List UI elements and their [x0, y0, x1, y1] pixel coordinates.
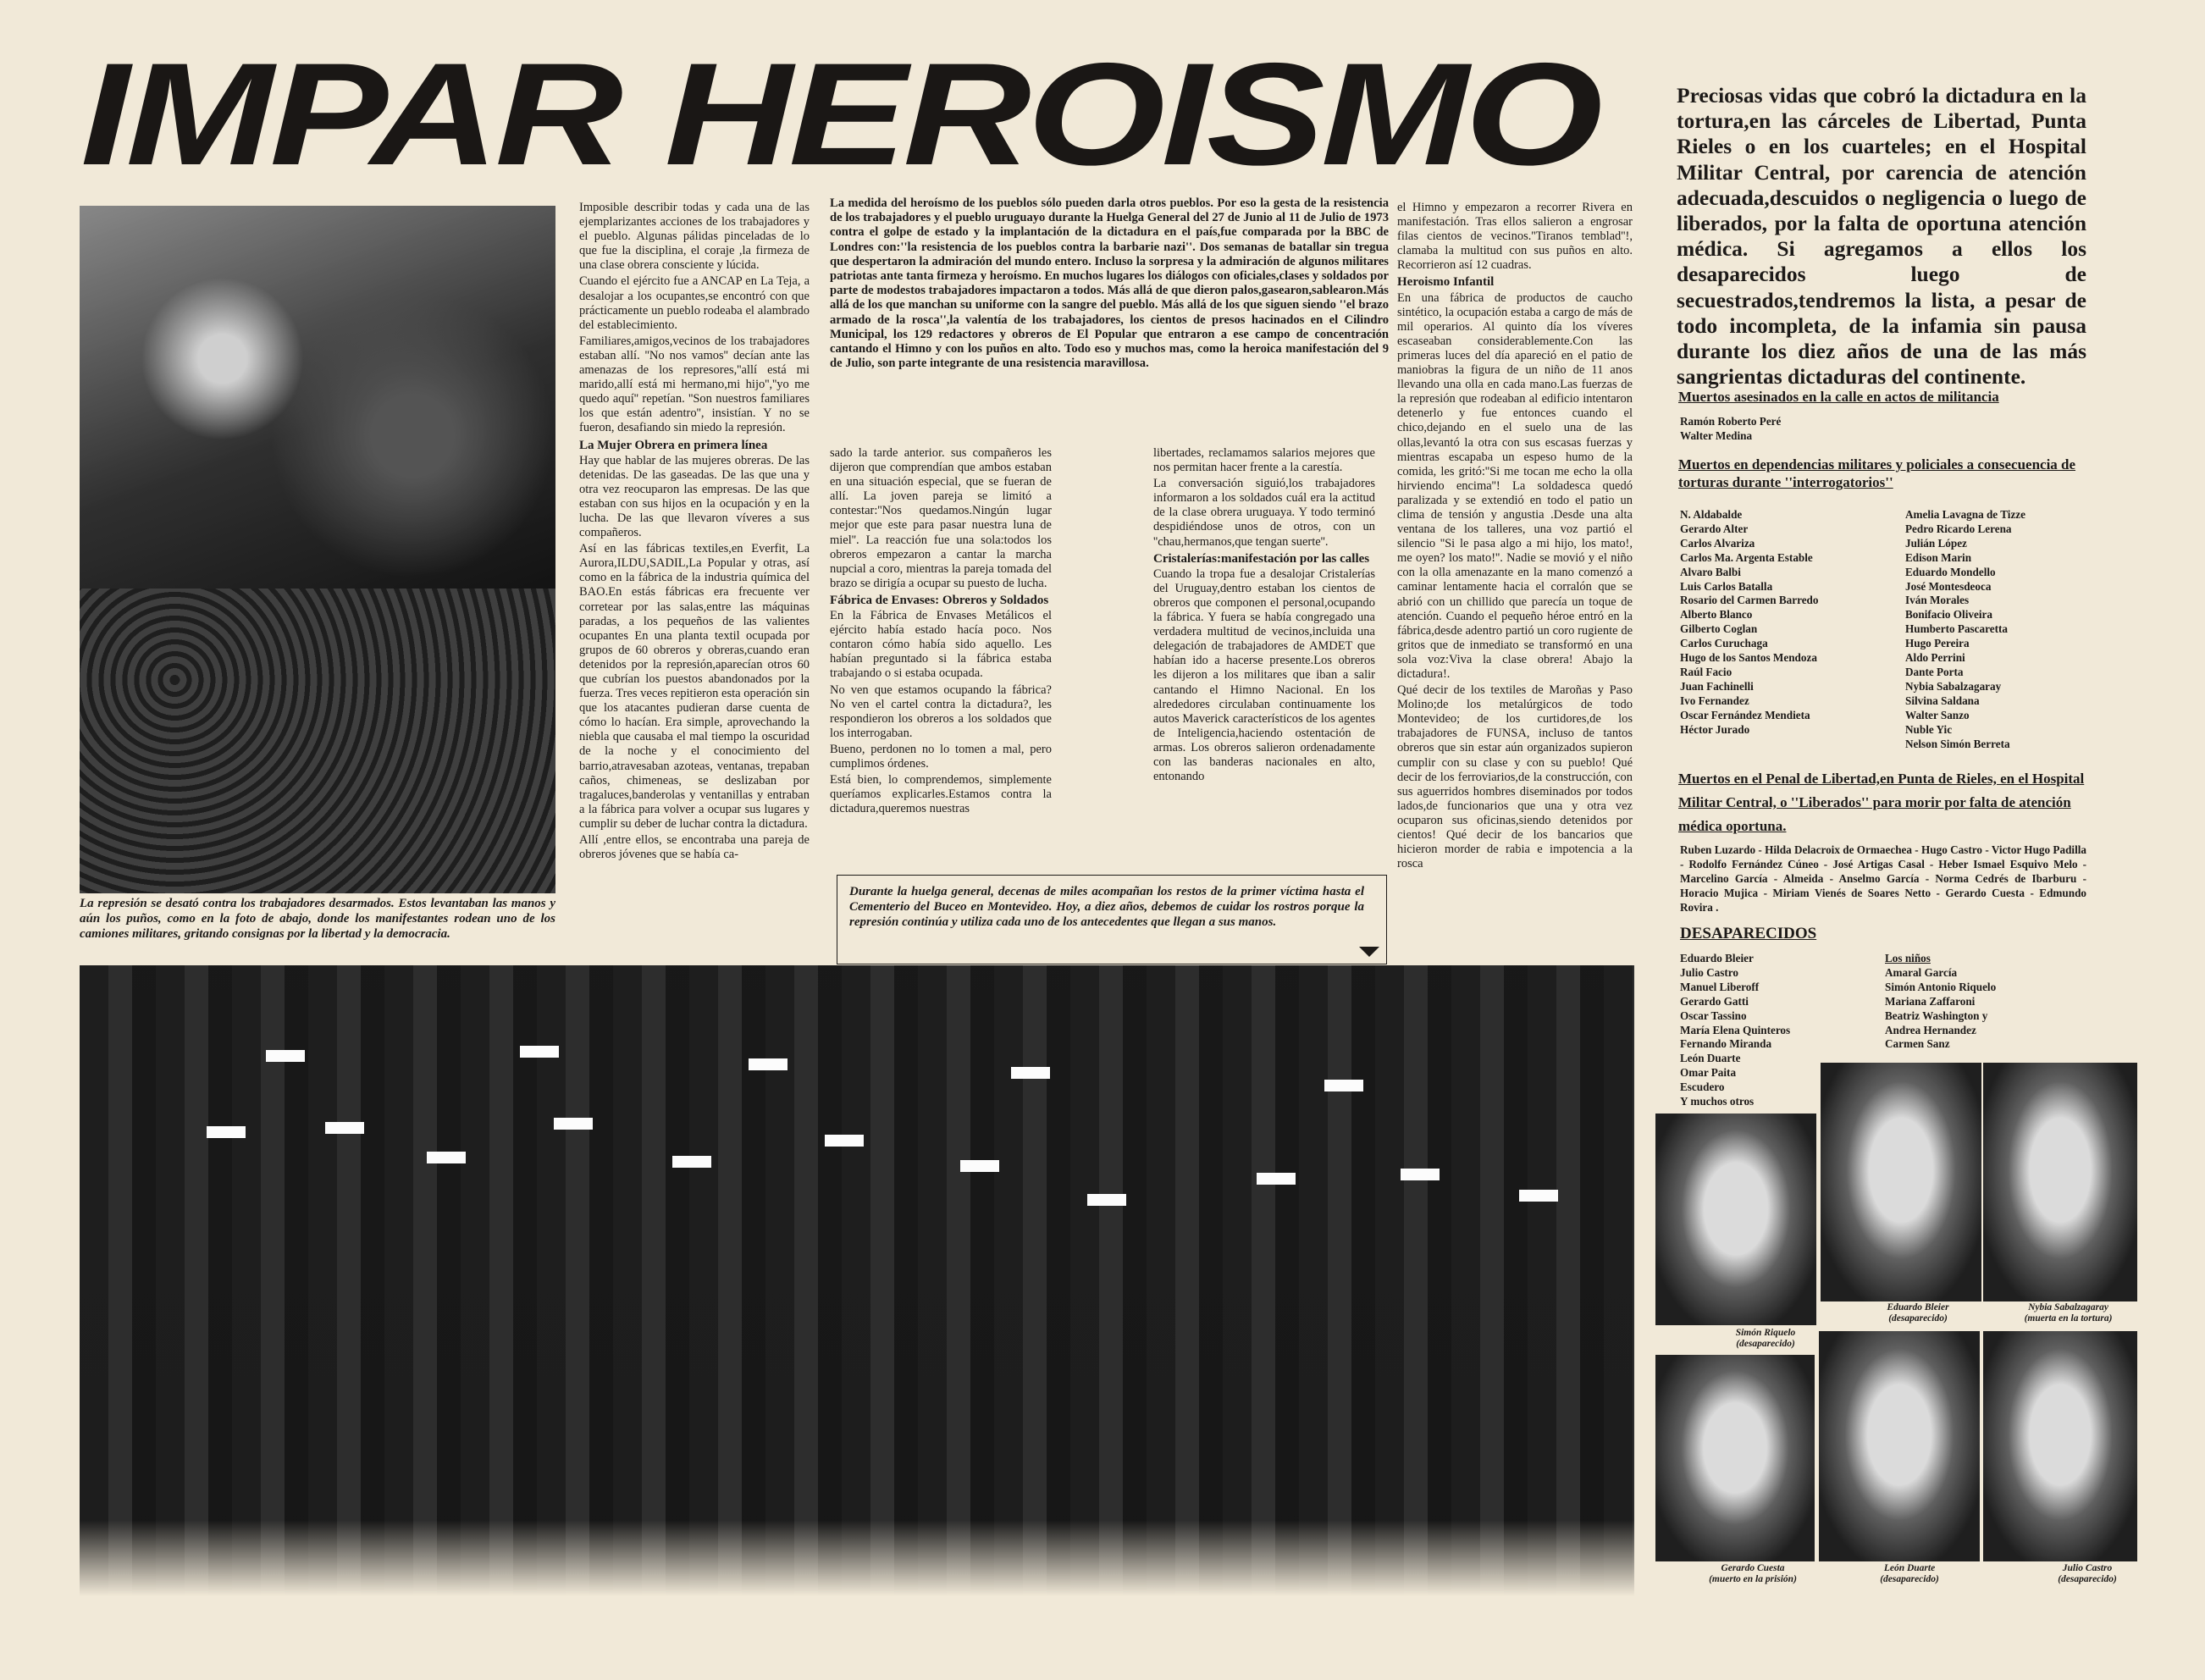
name-item: Edison Marin — [1905, 550, 1972, 564]
name-item: Julián López — [1905, 536, 1967, 550]
paragraph: Allí ,entre ellos, se encontraba una pareja de obreros jóvenes que se había ca- — [579, 833, 810, 862]
headline: IMPAR HEROISMO — [80, 33, 1600, 196]
portrait-nybia-sabalzagaray — [1983, 1063, 2137, 1301]
paragraph: el Himno y empezaron a recorrer Rivera en manifestación. Tras ellos salieron a engrosar filas cientos de vecinos.''Tiranos temblad''!, clamaba la multitud con sus puños en alto. Recorrieron así 12 cuadras. — [1397, 201, 1633, 273]
name-item: Alvaro Balbi — [1680, 565, 1741, 578]
face-cover-bar — [1519, 1190, 1558, 1202]
memorial-intro: Preciosas vidas que cobró la dictadura en la tortura,en las cárceles de Libertad, Punta Rieles o en los cuarteles; en el Hospital Militar Central, por carencia de atención adecuada,descuidos o negligencia o luego de liberados, por la falta de oportuna atención médica. Si agregamos a ellos los desaparecidos luego de secuestrados,tendremos la lista, a pesar de todo incompleta, de la infamia sin pausa durante los diez años de una de las más sangrientas dictaduras del continente. — [1677, 83, 2086, 390]
paragraph: Cuando la tropa fue a desalojar Cristalerías del Uruguay,dentro estaban los cientos de obreros que componen el personal,ocupando la fábrica. Y fuera se había congregado una verdadera multitud de vecinos,incluida una delegación de trabajadores de AMDET que habían ido a hacerse presente.Los obreros les dijeron a los militares que iban a salir cantando el Himno Nacional. En los alrededores circulaban continuamente los autos Maverick característicos de los agentes de Inteligencia,haciendo ostentación de armas. Los obreros salieron ordenadamente con las banderas nacionales en alto, entonando — [1153, 566, 1375, 784]
name-item: Escudero — [1680, 1080, 1725, 1094]
name-item: Dante Porta — [1905, 665, 1964, 678]
name-item: Nuble Yic — [1905, 722, 1953, 736]
portrait-note: (desaparecido) — [1880, 1574, 1939, 1584]
name-item: José Montesdeoca — [1905, 579, 1992, 593]
name-item: Iván Morales — [1905, 594, 1970, 607]
name-item: Andrea Hernandez — [1885, 1023, 1976, 1036]
name-item: Pedro Ricardo Lerena — [1905, 522, 2012, 535]
name-item: León Duarte — [1680, 1052, 1741, 1065]
face-cover-bar — [520, 1046, 559, 1058]
name-item: Mariana Zaffaroni — [1885, 994, 1976, 1008]
name-item: Ramón Roberto Peré — [1680, 415, 1782, 428]
portrait-julio-castro — [1983, 1331, 2137, 1561]
paragraph: Imposible describir todas y cada una de las ejemplarizantes acciones de los trabajadores y el pueblo. Algunas pálidas pinceladas de lo que fue la disciplina, el coraje ,la firmeza de una clase obrera consciente y lúcida. — [579, 201, 810, 273]
paragraph: Bueno, perdonen no lo tomen a mal, pero cumplimos órdenes. — [830, 742, 1052, 771]
article-column-2 — [830, 446, 1052, 870]
face-cover-bar — [825, 1135, 864, 1147]
face-cover-bar — [1401, 1169, 1440, 1180]
section-heading-street: Muertos asesinados en la calle en actos de militancia — [1678, 389, 1999, 405]
name-item: María Elena Quinteros — [1680, 1023, 1791, 1036]
name-item: Silvina Saldana — [1905, 694, 1980, 707]
portrait-note: (desaparecido) — [1888, 1313, 1948, 1324]
name-item: Alberto Blanco — [1680, 608, 1753, 622]
photo-soldiers-workers — [80, 206, 555, 589]
portrait-caption — [1685, 1563, 1821, 1585]
name-item: Héctor Jurado — [1680, 722, 1750, 736]
name-item: Gerardo Gatti — [1680, 994, 1749, 1008]
paragraph: En la Fábrica de Envases Metálicos el ejército había estado hacía poco. Nos contaron cómo había sido aquello. Les habían preguntado si la fábrica estaba trabajando o si estaba ocupada. — [830, 609, 1052, 681]
face-cover-bar — [207, 1126, 246, 1138]
article-column-1 — [579, 201, 810, 959]
name-item: Nybia Sabalzagaray — [1905, 679, 2002, 693]
name-item: Nelson Simón Berreta — [1905, 737, 2010, 750]
name-item: Oscar Fernández Mendieta — [1680, 708, 1810, 721]
portrait-gerardo-cuesta — [1655, 1355, 1815, 1561]
face-cover-bar — [427, 1152, 466, 1163]
arrow-down-icon — [1359, 947, 1379, 957]
portrait-name: Gerardo Cuesta — [1721, 1563, 1785, 1573]
paragraph: Qué decir de los textiles de Maroñas y Paso Molino;de los metalúrgicos de todo Montevideo; de los curtidores,de los trabajadores de FUNSA, incluso de tantos obreros que sin estar aún organizados supieron cumplir con su clase y con su pueblo! Qué decir de los ferroviarios,de la construcción, con sus aguerridos hombres diseminados por todos lados,de funcionarios que una y otra vez ocuparon sus oficinas,siendo detenidos por cientos! Qué decir de los bancarios que hicieron morder de rabia e impotencia a la rosca — [1397, 683, 1633, 871]
portrait-name: Julio Castro — [2062, 1563, 2113, 1573]
torture-names-right — [1905, 508, 2100, 751]
paragraph: Familiares,amigos,vecinos de los trabajadores estaban allí. ''No nos vamos'' decían ante las amenazas de los represores,''allí está mi marido,allí está mi hermano,mi hijo'',''yo me quedo aquí'' repetían. ''Son nuestros familiares los que están adentro'', insistían. Y no se fueron, desafiando sin miedo la represión. — [579, 334, 810, 435]
portrait-note: (muerto en la prisión) — [1709, 1574, 1797, 1584]
paragraph: Está bien, lo comprendemos, simplemente queríamos explicarles.Estamos contra la dictadura,queremos nuestras — [830, 773, 1052, 816]
portrait-name: Eduardo Bleier — [1887, 1302, 1949, 1312]
name-item: Luis Carlos Batalla — [1680, 579, 1773, 593]
name-item: N. Aldabalde — [1680, 508, 1743, 521]
portrait-name: Simón Riquelo — [1735, 1328, 1796, 1338]
portrait-caption — [1854, 1302, 1981, 1324]
name-item: Rosario del Carmen Barredo — [1680, 594, 1819, 607]
portrait-simon-riquelo — [1655, 1114, 1816, 1325]
photo-crowd-truck — [80, 589, 555, 893]
paragraph: Cuando el ejército fue a ANCAP en La Teja, a desalojar a los ocupantes,se encontró con que prácticamente un pueblo rodeaba el alambrado del establecimiento. — [579, 274, 810, 332]
name-item: Bonifacio Oliveira — [1905, 608, 1992, 622]
name-item: Beatriz Washington y — [1885, 1009, 1988, 1022]
paragraph: sado la tarde anterior. sus compañeros les dijeron que comprendían que ambos estaban en una situación especial, que se fueran de allí. La joven pareja se limitó a contestar:''Nos quedamos.Ningún lugar mejor que este para pasar nuestra luna de miel''. La reacción fue una sola:todos los obreros empezaron a cantar la marcha nupcial a coro, mientras la pareja tomada del brazo se dirigía a ocupar su puesto de lucha. — [830, 446, 1052, 590]
paragraph: libertades, reclamamos salarios mejores que nos permitan hacer frente a la carestía. — [1153, 446, 1375, 475]
paragraph: Así en las fábricas textiles,en Everfit, La Aurora,ILDU,SADIL,La Popular y otras, así como en la fábrica de la industria química del BAO.En estás fábricas era frecuente ver corretear por las salas,entre las máquinas paradas, a los pequeños de las valientes ocupantes En una planta textil ocupada por grupos de 60 obreros y obreras,cuando eran detenidos por la represión,aparecían otros 60 que cubrían los puestos abandonados por la fuerza. Tres veces repitieron esta operación sin que los atacantes pudieran darse cuenta de cómo lo hacían. Era simple, aprovechando la niebla que causaba el mal tiempo la oscuridad de la noche y el conocimiento del barrio,atravesaban azoteas, ventanas, trepaban caños, chimeneas, se deslizaban por tragaluces,banderolas y ventanillas y entraban a la fábrica para volver a ocupar sus lugares y cumplir su deber de luchar contra la dictadura. — [579, 542, 810, 831]
face-cover-bar — [749, 1058, 788, 1070]
name-item: Aldo Perrini — [1905, 651, 1965, 665]
subheading: Cristalerías:manifestación por las calles — [1153, 551, 1370, 566]
portrait-name: León Duarte — [1883, 1563, 1936, 1573]
section-heading-torture: Muertos en dependencias militares y policiales a consecuencia de torturas durante ''interrogatorios'' — [1678, 456, 2076, 490]
name-item: Eduardo Bleier — [1680, 952, 1754, 964]
left-photo-caption: La represión se desató contra los trabajadores desarmados. Estos levantaban las manos y aún los puños, como en la foto de abajo, donde los manifestantes rodean uno de los camiones militares, gritando consignas por la libertad y la democracia. — [80, 897, 555, 941]
portrait-caption — [2032, 1563, 2142, 1585]
name-item: Gilberto Coglan — [1680, 622, 1758, 636]
name-item: Y muchos otros — [1680, 1095, 1755, 1108]
name-item: Humberto Pascaretta — [1905, 622, 2008, 636]
portrait-caption — [1994, 1302, 2142, 1324]
torture-names-left — [1680, 508, 1875, 738]
photo-march — [80, 965, 1634, 1596]
kids-heading: Los niños — [1885, 952, 1931, 964]
name-item: Carmen Sanz — [1885, 1037, 1950, 1051]
kids-list — [1885, 952, 2071, 1052]
name-item: Ivo Fernandez — [1680, 694, 1749, 707]
street-names — [1680, 415, 1934, 444]
article-column-3 — [1153, 446, 1375, 870]
name-item: Hugo Pereira — [1905, 637, 1970, 650]
paragraph: No ven que estamos ocupando la fábrica? No ven el cartel contra la dictadura?, les respondieron los obreros a los soldados que los interrogaban. — [830, 682, 1052, 740]
march-caption-box — [837, 875, 1387, 964]
name-item: Julio Castro — [1680, 965, 1738, 979]
face-cover-bar — [266, 1050, 305, 1062]
face-cover-bar — [554, 1118, 593, 1130]
portrait-caption — [1702, 1328, 1829, 1350]
subheading: La Mujer Obrera en primera línea — [579, 438, 768, 452]
name-item: Juan Fachinelli — [1680, 679, 1754, 693]
name-item: Walter Sanzo — [1905, 708, 1970, 721]
name-item: Oscar Tassino — [1680, 1009, 1747, 1022]
face-cover-bar — [1087, 1194, 1126, 1206]
face-cover-bar — [325, 1122, 364, 1134]
name-item: Eduardo Mondello — [1905, 565, 1996, 578]
lead-paragraph: La medida del heroísmo de los pueblos sólo pueden darla otros pueblos. Por eso la gesta de la resistencia de los trabajadores y el pueblo uruguayo durante la Huelga General del 27 de Junio al 11 de Julio de 1973 contra el golpe de estado y la implantación de la dictadura en el país,fue comparada por la BBC de Londres con:''la resistencia de los pueblos contra la barbarie nazi''. Dos semanas de batallar sin tregua que despertaron la admiración del mundo entero. Incluso la sorpresa y la admiración de algunos militares patriotas ante tanta firmeza y heroísmo. En muchos lugares los diálogos con oficiales,clases y soldados por parte de modestos trabajadores impactaron a todos. Más allá de que dieron palos,gasearon,sablearon.Más allá de los que manchan su uniforme con la sangre del pueblo. Más allá de los que siguen siendo ''el brazo armado de la rosca'',la valentía de los trabajadores, los cientos de presos hacinados en el Cilindro Municipal, los 129 redactores y obreros de El Popular que entraron a ese campo de concentración cantando el Himno y con los puños en alto. Todo eso y muchos mas, como la heroica manifestación del 9 de Julio, son parte integrante de una resistencia maravillosa. — [830, 196, 1389, 371]
portrait-note: (muerta en la tortura) — [2024, 1313, 2113, 1324]
name-item: Walter Medina — [1680, 428, 1753, 442]
face-cover-bar — [1257, 1173, 1296, 1185]
paragraph: En una fábrica de productos de caucho sintético, la ocupación estaba a cargo de más de mil operarios. Al quinto día los víveres escaseaban considerablemente.Con las primeras luces del día apareció en el patio de maniobras la figura de un niño de 11 anos llevando una olla en cada mano.Las fuerzas de la represión que rodeaban al edificio intentaron detenerlo y fue entonces cuando el chico,dejando en el suelo una de las ollas,levantó la otra con sus escasas fuerzas y mientras escapaba un espeso humo de la comida, les gritó:''Si me tocan me echo la olla hirviendo encima''! La soldadesca quedó paralizada y se extendió en todo el patio un clima de tensión y angustia .Desde una alta ventana de los talleres, una voz partió el silencio ''Si le pasa algo a mi hijo, los mato!, me oyen? los mato!''. Nadie se movió y el niño con la olla amenazante en la mano comenzó a caminar lentamente hacia el corralón que se abrió con un chillido que parecía un toque de atención. Cuando el pequeño héroe entró en la fábrica,desde adentro partió un coro rugiente de gritos que de inmediato se transformó en una sola voz:Viva la clase obrera! Abajo la dictadura!. — [1397, 290, 1633, 681]
name-item: Omar Paita — [1680, 1066, 1737, 1080]
name-item: Simón Antonio Riquelo — [1885, 980, 1997, 993]
subheading: Heroismo Infantil — [1397, 275, 1495, 290]
name-item: Hugo de los Santos Mendoza — [1680, 651, 1817, 665]
section-heading-prison: Muertos en el Penal de Libertad,en Punta de Rieles, en el Hospital Militar Central, o ''Liberados'' para morir por falta de atención médica oportuna. — [1678, 771, 2085, 834]
name-item: Gerardo Alter — [1680, 522, 1749, 535]
name-item: Carlos Curuchaga — [1680, 637, 1768, 650]
portrait-caption — [1846, 1563, 1973, 1585]
portrait-eduardo-bleier — [1821, 1063, 1981, 1301]
name-item: Raúl Facio — [1680, 665, 1732, 678]
portrait-note: (desaparecido) — [1736, 1339, 1795, 1349]
name-item: Amaral García — [1885, 965, 1958, 979]
march-caption: Durante la huelga general, decenas de miles acompañan los restos de la primer víctima hasta el Cementerio del Buceo en Montevideo. Hoy, a diez años, debemos de cuidar los rostros porque la represión continúa y utiliza cada uno de los antecedentes que llegan a sus manos. — [849, 885, 1364, 929]
face-cover-bar — [1011, 1067, 1050, 1079]
name-item: Amelia Lavagna de Tizze — [1905, 508, 2026, 521]
face-cover-bar — [1324, 1080, 1363, 1091]
prison-names: Ruben Luzardo - Hilda Delacroix de Ormaechea - Hugo Castro - Victor Hugo Padilla - Rodolfo Fernández Cúneo - José Artigas Casal - Heber Ismael Esquivo Melo - Marcelino García - Almeida - Anselmo García - Norma Cedrés de Ibarburu - Horacio Mujica - Miriam Vienés de Soares Netto - Gerardo Cuesta - Edmundo Rovira . — [1680, 843, 2086, 914]
name-item: Carlos Alvariza — [1680, 536, 1755, 550]
name-item: Carlos Ma. Argenta Estable — [1680, 550, 1813, 564]
name-item: Manuel Liberoff — [1680, 980, 1760, 993]
face-cover-bar — [960, 1160, 999, 1172]
portrait-note: (desaparecido) — [2058, 1574, 2117, 1584]
subheading: Fábrica de Envases: Obreros y Soldados — [830, 593, 1049, 607]
paragraph: Hay que hablar de las mujeres obreras. De las detenidas. De las gaseadas. De las que una y otra vez reocuparon las empresas. De las que estaban con sus hijos en la ocupación y en la lucha. De las que llevaron víveres a sus compañeros. — [579, 453, 810, 540]
face-cover-bar — [672, 1156, 711, 1168]
paragraph: La conversación siguió,los trabajadores informaron a los soldados cuál era la actitud de la clase obrera uruguaya. Y todo terminó despidiéndose unos de otros, con un ''chau,hermanos,que tengan suerte''. — [1153, 477, 1375, 549]
portrait-leon-duarte — [1819, 1331, 1980, 1561]
section-heading-missing: DESAPARECIDOS — [1680, 925, 1817, 942]
portrait-name: Nybia Sabalzagaray — [2028, 1302, 2108, 1312]
article-column-4 — [1397, 201, 1633, 959]
name-item: Fernando Miranda — [1680, 1037, 1772, 1051]
